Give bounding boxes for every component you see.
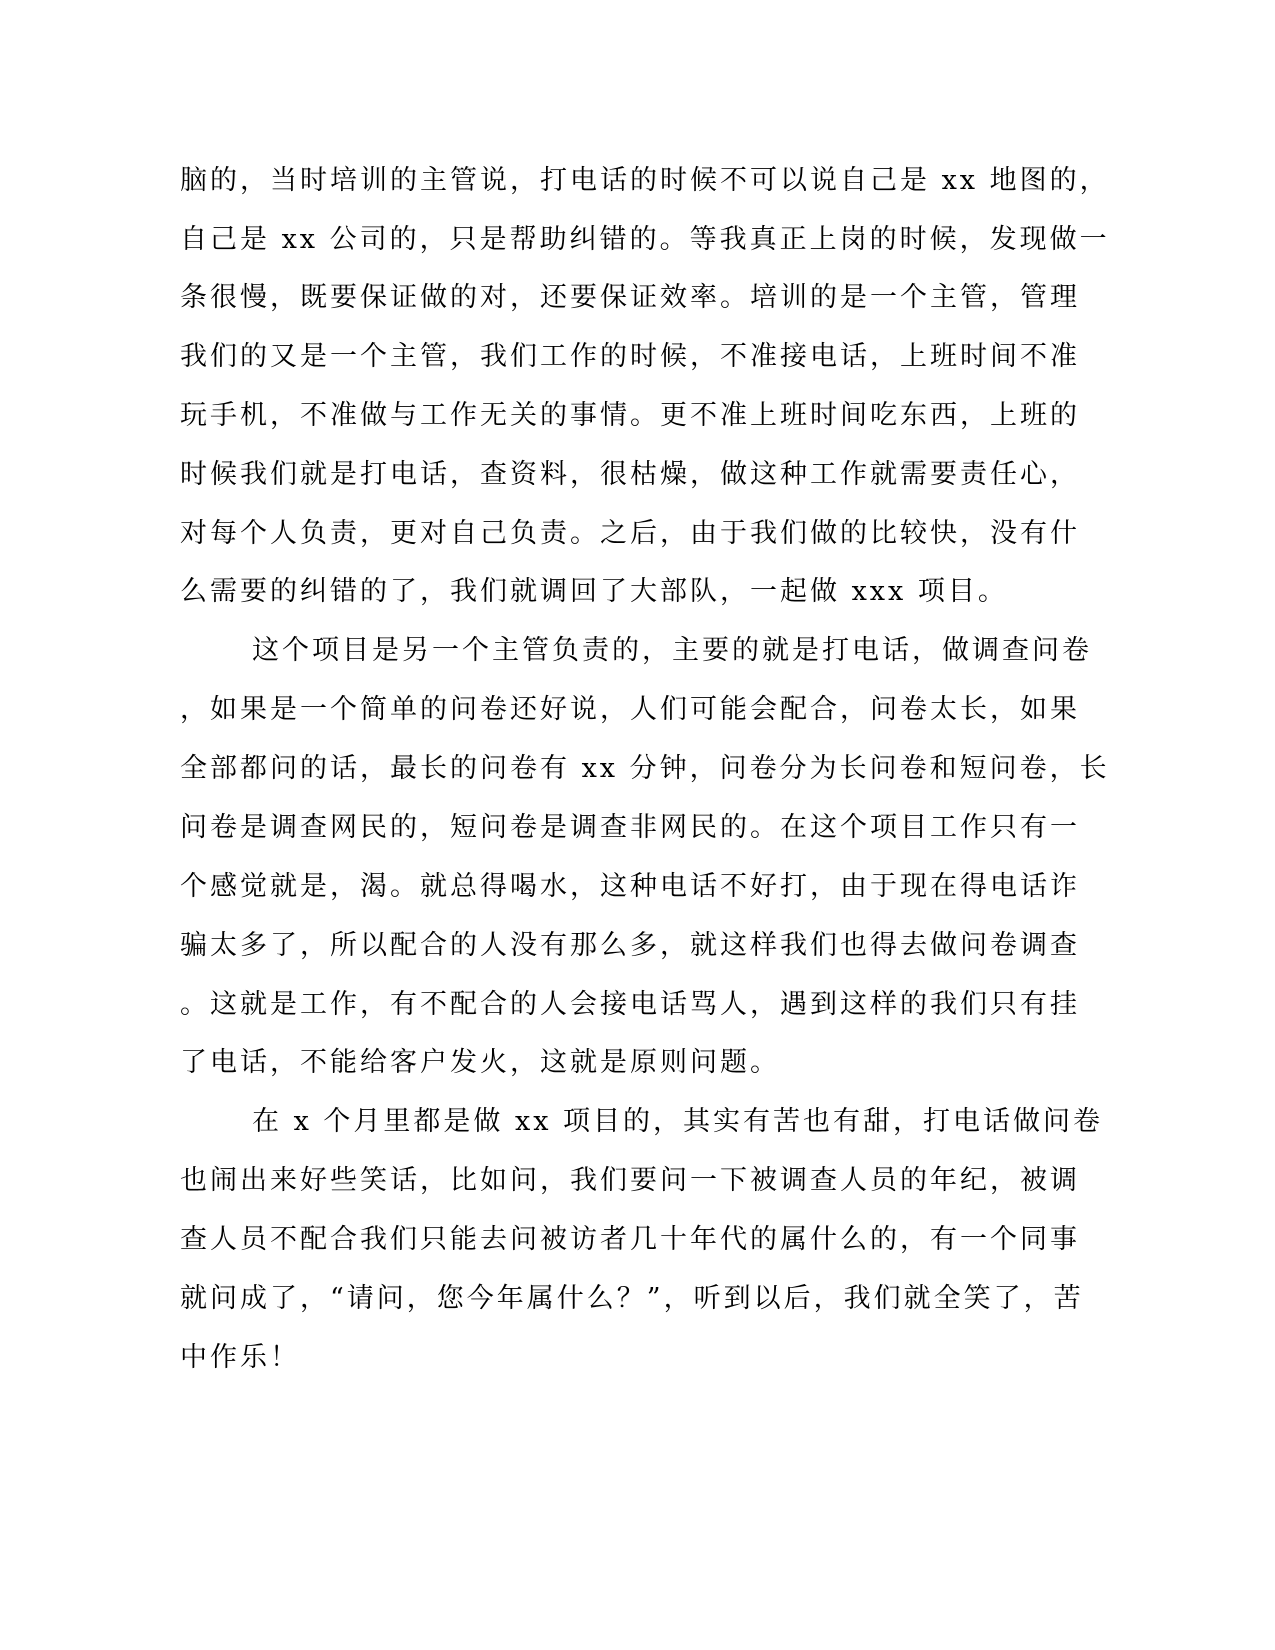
- text-line: 了电话，不能给客户发火，这就是原则问题。: [180, 1047, 780, 1078]
- text-line: 脑的，当时培训的主管说，打电话的时候不可以说自己是 xx 地图的，: [180, 165, 1110, 196]
- text-line: ，如果是一个简单的问卷还好说，人们可能会配合，问卷太长，如果: [180, 694, 1080, 725]
- text-line: 问卷是调查网民的，短问卷是调查非网民的。在这个项目工作只有一: [180, 812, 1080, 843]
- text-line: 么需要的纠错的了，我们就调回了大部队，一起做 xxx 项目。: [180, 576, 1008, 607]
- text-line: 也闹出来好些笑话，比如问，我们要问一下被调查人员的年纪，被调: [180, 1165, 1080, 1196]
- text-line: 中作乐！: [180, 1342, 300, 1373]
- text-line: 对每个人负责，更对自己负责。之后，由于我们做的比较快，没有什: [180, 518, 1080, 549]
- text-line: 自己是 xx 公司的，只是帮助纠错的。等我真正上岗的时候，发现做一: [180, 224, 1110, 255]
- text-line: 全部都问的话，最长的问卷有 xx 分钟，问卷分为长问卷和短问卷，长: [180, 753, 1110, 784]
- text-line: 。这就是工作，有不配合的人会接电话骂人，遇到这样的我们只有挂: [180, 989, 1080, 1020]
- paragraph-first-line: 在 x 个月里都是做 xx 项目的，其实有苦也有甜，打电话做问卷: [252, 1106, 1104, 1137]
- text-line: 玩手机，不准做与工作无关的事情。更不准上班时间吃东西，上班的: [180, 400, 1080, 431]
- text-line: 就问成了，“请问，您今年属什么？”，听到以后，我们就全笑了，苦: [180, 1283, 1084, 1314]
- text-line: 时候我们就是打电话，查资料，很枯燥，做这种工作就需要责任心，: [180, 459, 1080, 490]
- text-line: 我们的又是一个主管，我们工作的时候，不准接电话，上班时间不准: [180, 341, 1080, 372]
- text-line: 查人员不配合我们只能去问被访者几十年代的属什么的，有一个同事: [180, 1224, 1080, 1255]
- text-line: 骗太多了，所以配合的人没有那么多，就这样我们也得去做问卷调查: [180, 930, 1080, 961]
- paragraph-first-line: 这个项目是另一个主管负责的，主要的就是打电话，做调查问卷: [252, 635, 1092, 666]
- text-line: 个感觉就是，渴。就总得喝水，这种电话不好打，由于现在得电话诈: [180, 871, 1080, 902]
- text-line: 条很慢，既要保证做的对，还要保证效率。培训的是一个主管，管理: [180, 282, 1080, 313]
